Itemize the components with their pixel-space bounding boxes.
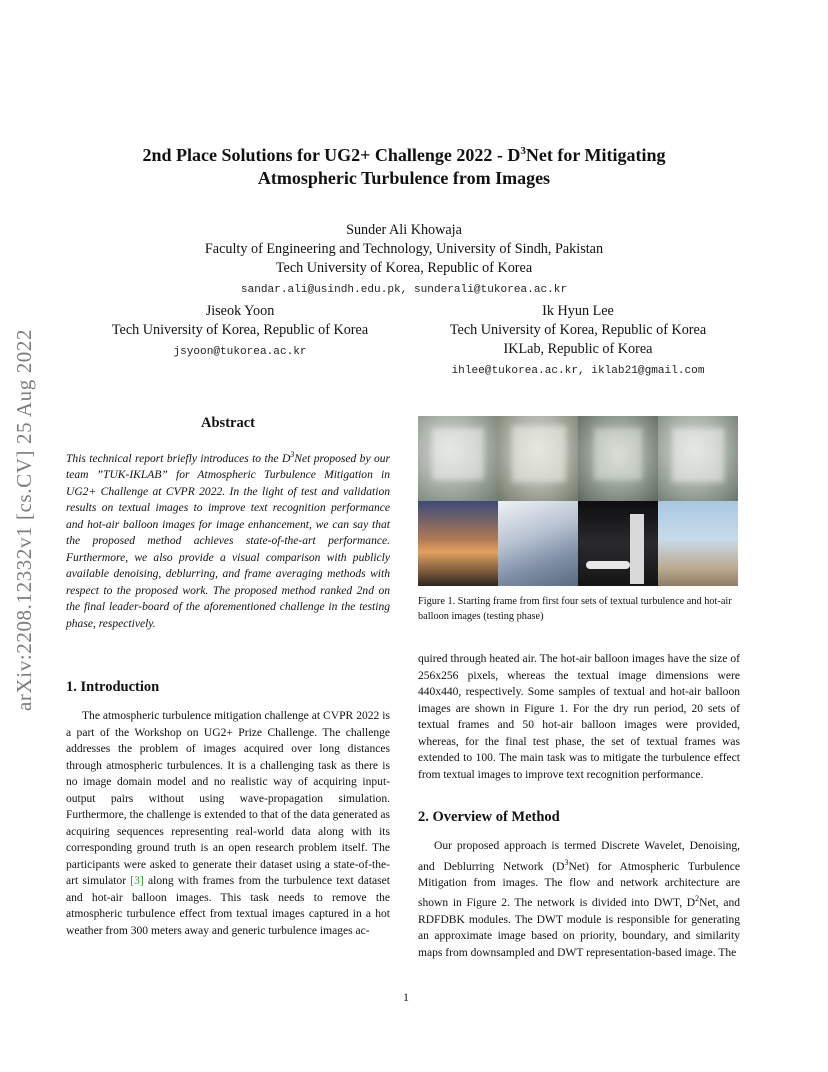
- author-email[interactable]: jsyoon@tukorea.ac.kr: [173, 346, 307, 358]
- author-affiliation: Tech University of Korea, Republic of Korea: [111, 322, 369, 338]
- author-name: Jiseok Yoon: [205, 303, 275, 319]
- author-name: Ik Hyun Lee: [542, 303, 614, 319]
- hot-air-balloon-image: [498, 501, 578, 586]
- method-paragraph: [418, 838, 740, 961]
- title-line1-pre: 2nd Place Solutions for UG2+ Challenge 2022 - D: [142, 145, 521, 165]
- abstract-text-part: This technical report briefly introduces to the D: [66, 452, 291, 465]
- abstract-text: [66, 447, 390, 632]
- author-email[interactable]: ihlee@tukorea.ac.kr, iklab21@gmail.com: [451, 365, 705, 377]
- author-block-1: [90, 221, 718, 300]
- intro-continuation: quired through heated air. The hot-air balloon images have the size of 256x256 pixels, whereas the textual image dimensions were 440x440, respectively. Some samples of textual and hot-air balloon images are shown in Figure 1. For the dry run period, 20 sets of textual frames and 50 hot-air balloon images were provided, whereas, for the final test phase, the set of textual frames was extended to 100. The main task was to mitigate the turbulence effect from textual images to improve text recognition performance.: [418, 653, 740, 781]
- method-text: Net) for Atmospheric Turbulence Mitigation from images. The flow and network architecture are shown in Figure 2. The network is divided into DWT, D: [418, 860, 740, 910]
- arxiv-stamp: arXiv:2208.12332v1 [cs.CV] 25 Aug 2022: [12, 328, 36, 712]
- author-affiliation: Faculty of Engineering and Technology, University of Sindh, Pakistan: [204, 241, 604, 257]
- method-sup: 3: [564, 857, 569, 867]
- intro-text: along with frames from the turbulence text dataset and hot-air balloon images. This task needs to remove the atmospheric turbulence effect from textual images captured in a hot weather from 300 meters away and generic turbulence images ac-: [66, 875, 390, 937]
- paper-title: [90, 140, 718, 190]
- author-affiliation: Tech University of Korea, Republic of Korea: [449, 322, 707, 338]
- title-sup: 3: [520, 145, 526, 157]
- section-heading-method: 2. Overview of Method: [418, 809, 560, 825]
- method-text: Net, and RDFDBK modules. The DWT module is responsible for generating an approximate image based on priority, boundary, and similarity maps from downsampled and DWT representation-based image. The: [418, 897, 740, 959]
- abstract-text-part: Net proposed by our team ”TUK-IKLAB” for Atmospheric Turbulence Mitigation in UG2+ Challenge at CVPR 2022. In the light of test and validation results on textual images to improve text recognition performance and hot-air balloon images for image enhancement, we can say that the proposed method achieves state-of-the-art performance. Furthermore, we also provide a visual comparison with publicly available denoising, deblurring, and frame averaging methods with respect to the proposed work. The proposed method ranked 2nd on the final leader-board of the aforementioned challenge in the testing phase, respectively.: [66, 452, 391, 630]
- author-block-3: [412, 302, 744, 381]
- page-number: 1: [403, 990, 409, 1004]
- citation-link[interactable]: [3]: [130, 875, 144, 887]
- hot-air-balloon-image: [658, 501, 738, 586]
- title-line1-post: Net for Mitigating: [525, 145, 666, 165]
- author-affiliation: Tech University of Korea, Republic of Korea: [275, 260, 533, 276]
- author-block-2: [82, 302, 398, 362]
- title-line2: Atmospheric Turbulence from Images: [257, 168, 551, 188]
- author-email[interactable]: sandar.ali@usindh.edu.pk, sunderali@tukorea.ac.kr: [240, 284, 568, 296]
- hot-air-balloon-image: [418, 501, 498, 586]
- abstract-sup: 3: [290, 450, 295, 459]
- hot-air-balloon-image: [578, 501, 658, 586]
- author-affiliation: IKLab, Republic of Korea: [503, 341, 653, 357]
- figure-1-image-grid: [418, 416, 738, 586]
- method-sup: 2: [695, 894, 700, 904]
- abstract-heading: Abstract: [201, 415, 255, 431]
- section-heading-introduction: 1. Introduction: [66, 679, 160, 695]
- figure-1-caption: Figure 1. Starting frame from first four sets of textual turbulence and hot-air balloon images (testing phase): [418, 596, 732, 622]
- intro-paragraph: [66, 708, 390, 939]
- method-text: Our proposed approach is termed Discrete Wavelet, Denoising, and Deblurring Network (D: [418, 840, 740, 873]
- intro-text: The atmospheric turbulence mitigation challenge at CVPR 2022 is a part of the Workshop on UG2+ Prize Challenge. The challenge addresses the problem of images acquired over long distances through atmospheric turbulences. It is a challenging task as there is no image domain model and no realistic way of acquiring input-output pairs without using wave-propagation simulation. Furthermore, the challenge is extended to that of the data generated as acquiring sequences representing real-world data along with its corresponding ground truth is an open research problem itself. The participants were asked to generate their dataset using a state-of-the-art simulator: [66, 710, 390, 887]
- author-name: Sunder Ali Khowaja: [346, 222, 462, 238]
